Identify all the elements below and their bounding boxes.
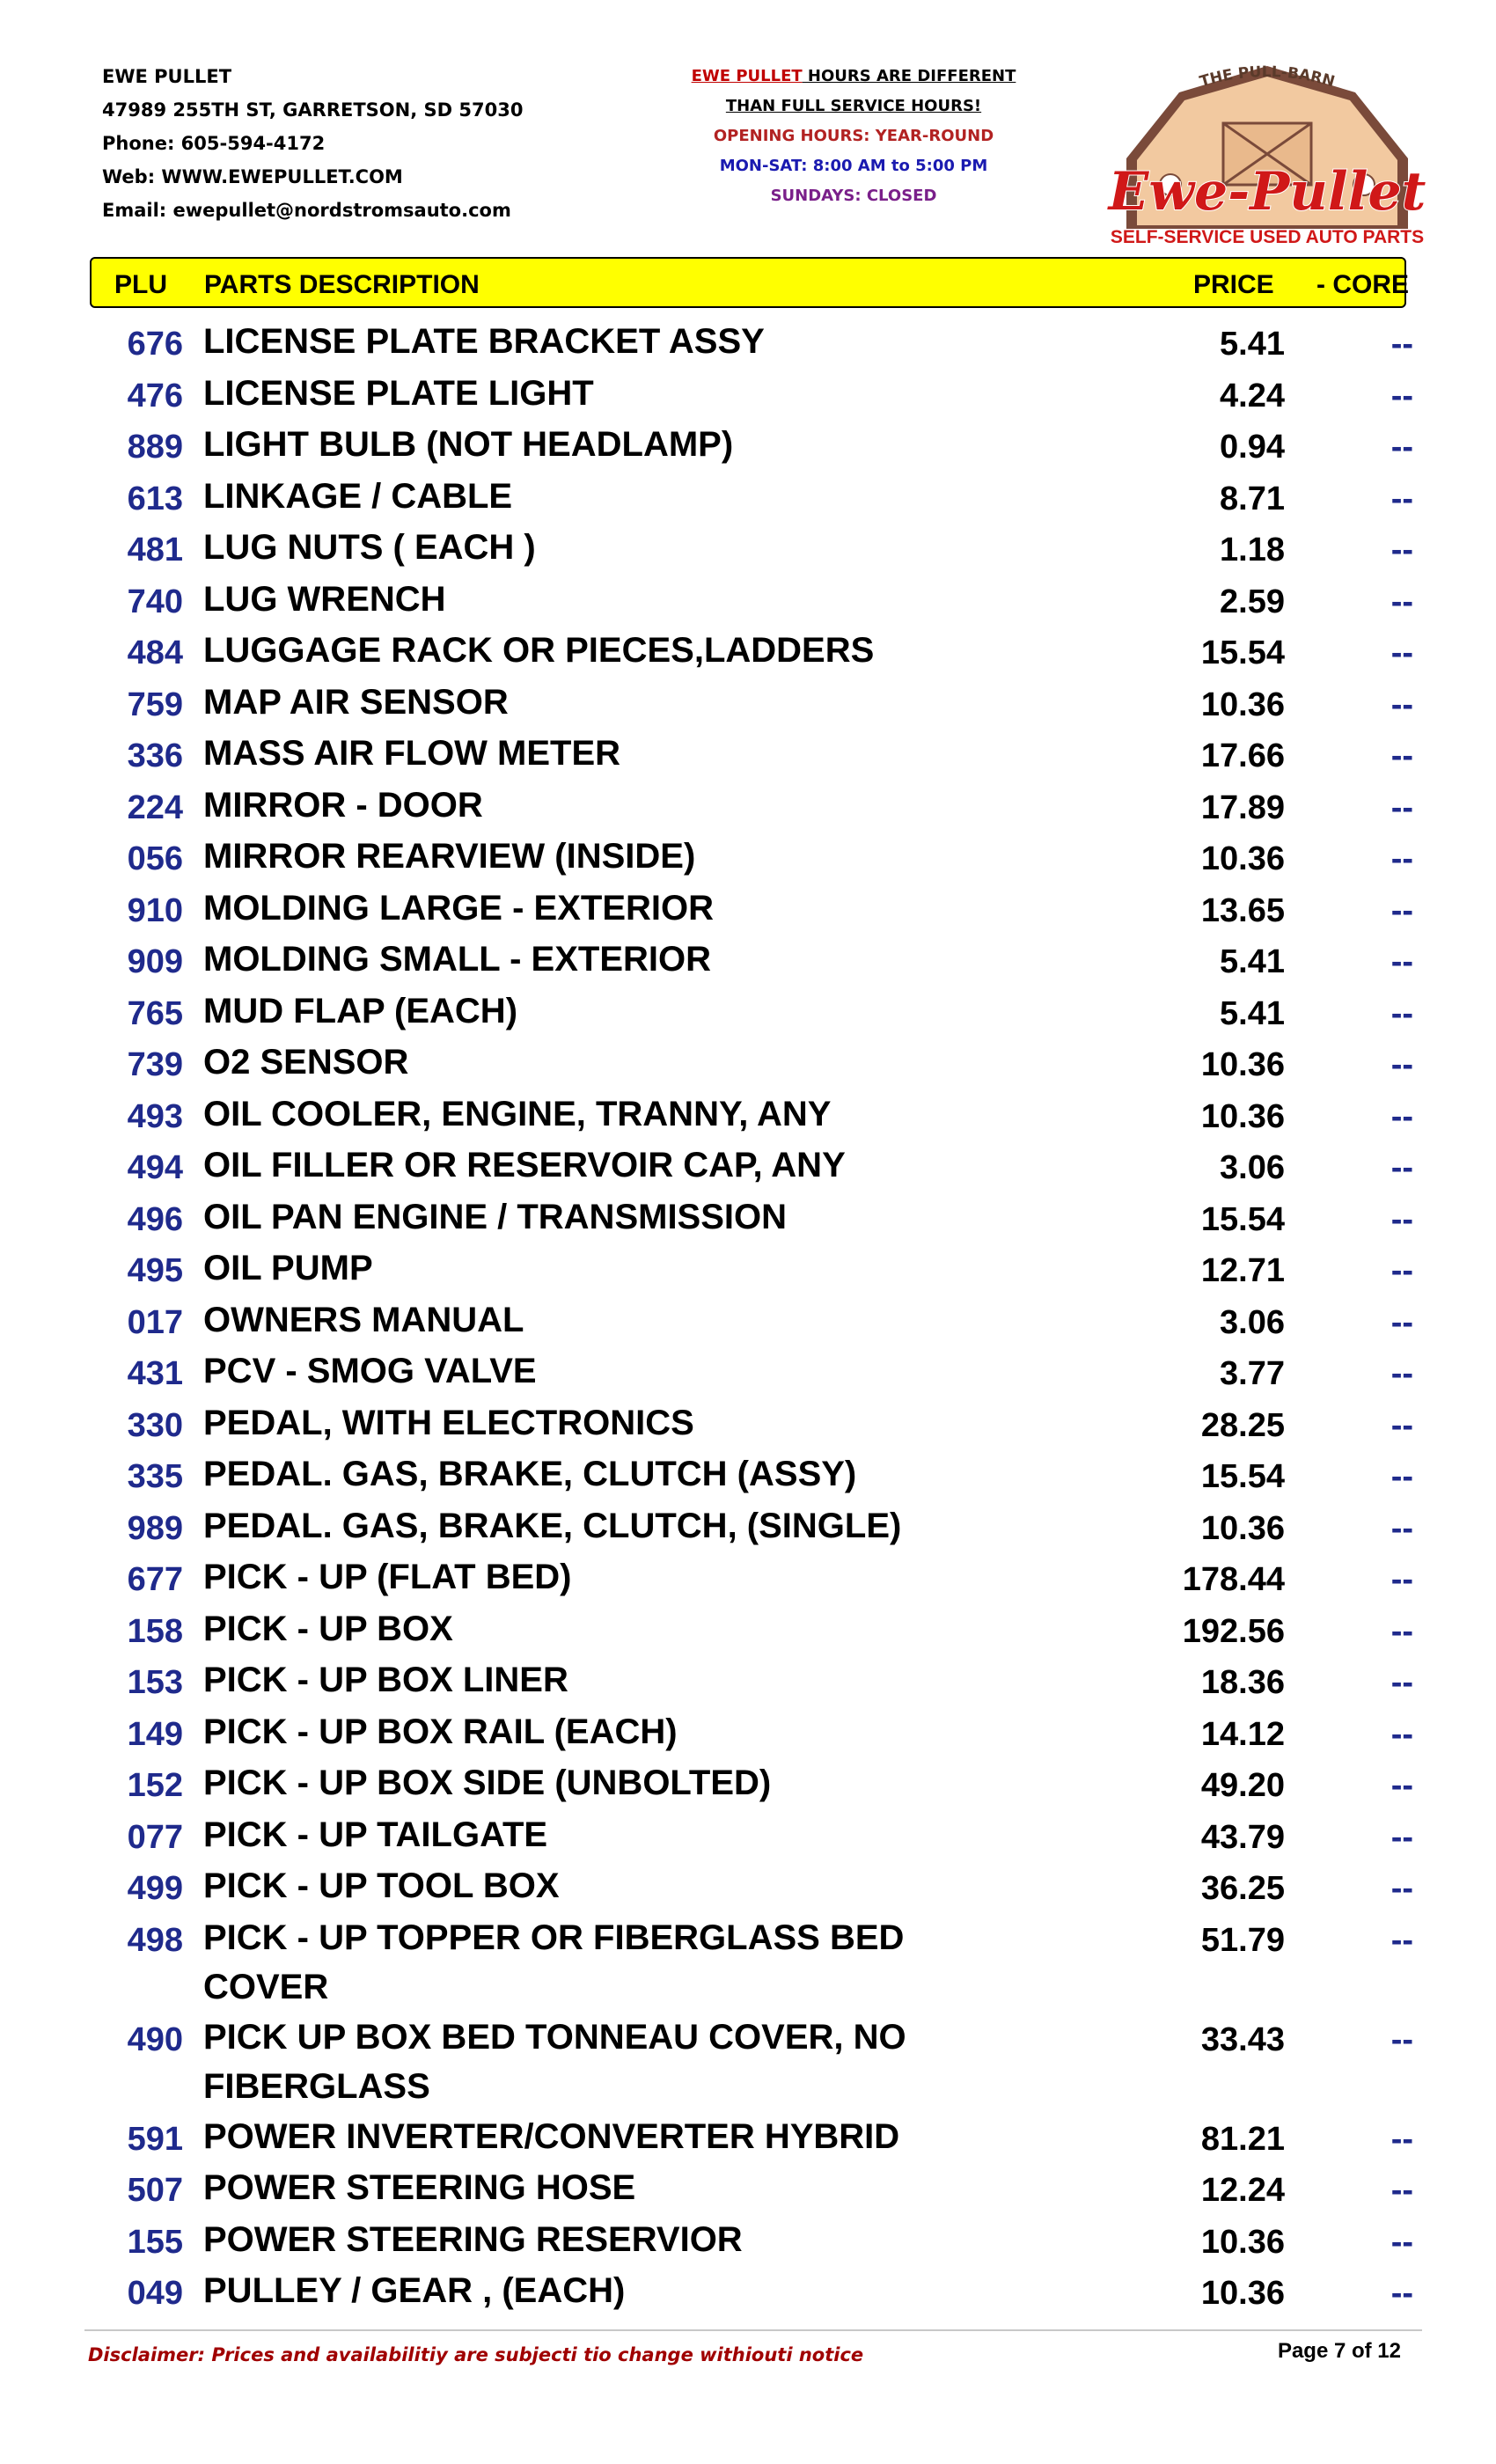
part-plu: 330 <box>127 1406 183 1444</box>
part-plu: 490 <box>127 2020 183 2058</box>
table-row <box>0 1192 1496 1244</box>
table-row <box>0 1243 1496 1295</box>
page-number: Page 7 of 12 <box>1277 2339 1401 2363</box>
part-price: 18.36 <box>1200 1664 1285 1701</box>
table-row <box>0 884 1496 935</box>
part-price: 10.36 <box>1200 1509 1285 1547</box>
part-price: 3.06 <box>1220 1303 1285 1341</box>
part-description: MOLDING LARGE - EXTERIOR <box>203 888 714 928</box>
part-price: 13.65 <box>1200 891 1285 929</box>
table-row <box>0 986 1496 1038</box>
part-plu: 481 <box>127 532 183 568</box>
part-core: -- <box>1390 1818 1413 1856</box>
table-row <box>0 575 1496 627</box>
part-description: PICK UP BOX BED TONNEAU COVER, NO FIBERGLASS <box>203 2017 906 2106</box>
table-row <box>0 1655 1496 1707</box>
part-price: 15.54 <box>1200 634 1285 671</box>
part-description: PICK - UP TAILGATE <box>203 1815 548 1854</box>
part-core: -- <box>1390 2020 1413 2058</box>
footer-disclaimer: Disclaimer: Prices and availabilitiy are subjecti tio change withiouti notice <box>88 2344 864 2365</box>
table-row <box>0 420 1496 472</box>
part-description: PICK - UP BOX <box>203 1609 453 1648</box>
part-plu: 613 <box>127 480 183 517</box>
table-row <box>0 523 1496 575</box>
part-price: 192.56 <box>1182 1612 1285 1650</box>
part-plu: 889 <box>127 429 183 466</box>
column-header-bar <box>90 257 1409 308</box>
part-price: 10.36 <box>1200 1046 1285 1083</box>
part-price: 51.79 <box>1200 1921 1285 1959</box>
parts-table <box>0 317 1496 2318</box>
part-core: -- <box>1390 840 1413 877</box>
part-core: -- <box>1390 737 1413 774</box>
part-description: MIRROR - DOOR <box>203 785 483 825</box>
part-core: -- <box>1390 2275 1413 2312</box>
part-description: PULLEY / GEAR , (EACH) <box>203 2271 626 2310</box>
column-plu: PLU <box>114 270 167 299</box>
part-price: 12.71 <box>1200 1252 1285 1289</box>
table-row <box>0 1295 1496 1347</box>
part-price: 8.71 <box>1220 480 1285 517</box>
part-price: 5.41 <box>1220 994 1285 1032</box>
part-core: -- <box>1390 1767 1413 1804</box>
part-core: -- <box>1390 1200 1413 1238</box>
table-row <box>0 1552 1496 1604</box>
part-description: MASS AIR FLOW METER <box>203 734 621 773</box>
part-description: LUG NUTS ( EACH ) <box>203 528 536 567</box>
part-core: -- <box>1390 1406 1413 1444</box>
part-price: 5.41 <box>1220 943 1285 980</box>
table-row <box>0 678 1496 730</box>
part-core: -- <box>1390 788 1413 826</box>
part-description: PICK - UP TOOL BOX <box>203 1866 560 1905</box>
part-description: POWER STEERING HOSE <box>203 2168 636 2207</box>
company-address: 47989 255TH ST, GARRETSON, SD 57030 <box>102 99 524 121</box>
part-core: -- <box>1390 583 1413 620</box>
part-core: -- <box>1390 1921 1413 1959</box>
part-plu: 155 <box>127 2223 183 2261</box>
part-plu: 591 <box>127 2120 183 2158</box>
part-price: 178.44 <box>1182 1561 1285 1598</box>
table-row <box>0 1038 1496 1089</box>
part-core: -- <box>1390 1561 1413 1598</box>
table-row <box>0 1810 1496 1862</box>
part-description: O2 SENSOR <box>203 1043 409 1082</box>
part-price: 43.79 <box>1200 1818 1285 1856</box>
column-core: - CORE <box>1316 270 1409 299</box>
part-price: 1.18 <box>1220 532 1285 568</box>
part-price: 49.20 <box>1200 1767 1285 1804</box>
page-header <box>0 0 1496 255</box>
table-row <box>0 1398 1496 1450</box>
table-row <box>0 1707 1496 1759</box>
part-plu: 499 <box>127 1870 183 1907</box>
table-row <box>0 1861 1496 1913</box>
part-description: PICK - UP BOX SIDE (UNBOLTED) <box>203 1764 772 1802</box>
company-phone: Phone: 605-594-4172 <box>102 133 326 154</box>
part-description: MIRROR REARVIEW (INSIDE) <box>203 837 696 876</box>
table-row <box>0 2112 1496 2164</box>
part-plu: 017 <box>127 1303 183 1341</box>
part-core: -- <box>1390 1870 1413 1907</box>
company-name: EWE PULLET <box>102 66 232 87</box>
part-description: POWER INVERTER/CONVERTER HYBRID <box>203 2116 900 2156</box>
part-plu: 153 <box>127 1664 183 1701</box>
table-row <box>0 1758 1496 1810</box>
table-row <box>0 2215 1496 2267</box>
part-price: 81.21 <box>1200 2120 1285 2158</box>
part-core: -- <box>1390 1097 1413 1135</box>
part-price: 10.36 <box>1200 840 1285 877</box>
part-description: LICENSE PLATE LIGHT <box>203 373 594 413</box>
part-plu: 476 <box>127 377 183 414</box>
part-core: -- <box>1390 1458 1413 1495</box>
table-row <box>0 1604 1496 1656</box>
part-description: PEDAL. GAS, BRAKE, CLUTCH, (SINGLE) <box>203 1506 902 1545</box>
part-price: 15.54 <box>1200 1200 1285 1238</box>
part-plu: 077 <box>127 1818 183 1856</box>
part-plu: 677 <box>127 1561 183 1598</box>
part-core: -- <box>1390 2223 1413 2261</box>
part-description: PICK - UP BOX LINER <box>203 1661 568 1699</box>
table-row <box>0 317 1496 369</box>
part-core: -- <box>1390 686 1413 723</box>
company-web: Web: WWW.EWEPULLET.COM <box>102 166 403 187</box>
part-description: OIL FILLER OR RESERVOIR CAP, ANY <box>203 1146 846 1184</box>
part-description: OWNERS MANUAL <box>203 1300 524 1339</box>
table-row <box>0 2013 1496 2112</box>
table-row <box>0 1346 1496 1398</box>
part-price: 3.77 <box>1220 1355 1285 1392</box>
part-core: -- <box>1390 1509 1413 1547</box>
table-row <box>0 1501 1496 1553</box>
part-plu: 910 <box>127 891 183 929</box>
hours-brand: EWE PULLET <box>691 67 803 85</box>
part-core: -- <box>1390 943 1413 980</box>
part-plu: 484 <box>127 634 183 671</box>
part-description: LUG WRENCH <box>203 579 446 619</box>
table-row <box>0 626 1496 678</box>
part-description: LUGGAGE RACK OR PIECES,LADDERS <box>203 631 875 670</box>
table-row <box>0 472 1496 524</box>
hours-line-1-rest: HOURS ARE DIFFERENT <box>802 67 1016 85</box>
table-row <box>0 781 1496 832</box>
part-plu: 336 <box>127 737 183 774</box>
part-price: 3.06 <box>1220 1149 1285 1186</box>
part-core: -- <box>1390 1046 1413 1083</box>
column-description: PARTS DESCRIPTION <box>204 270 480 299</box>
hours-line-5: SUNDAYS: CLOSED <box>770 187 937 205</box>
part-description: PICK - UP BOX RAIL (EACH) <box>203 1712 678 1751</box>
part-description: PEDAL, WITH ELECTRONICS <box>203 1403 694 1442</box>
part-plu: 224 <box>127 788 183 826</box>
part-plu: 765 <box>127 994 183 1032</box>
part-price: 28.25 <box>1200 1406 1285 1444</box>
part-core: -- <box>1390 532 1413 568</box>
part-plu: 494 <box>127 1149 183 1186</box>
part-description: MOLDING SMALL - EXTERIOR <box>203 940 712 979</box>
part-core: -- <box>1390 1612 1413 1650</box>
ewe-pullet-logo <box>1091 53 1443 251</box>
part-description: MAP AIR SENSOR <box>203 682 509 722</box>
part-core: -- <box>1390 2120 1413 2158</box>
part-plu: 056 <box>127 840 183 877</box>
table-row <box>0 832 1496 884</box>
part-price: 10.36 <box>1200 1097 1285 1135</box>
part-description: OIL PAN ENGINE / TRANSMISSION <box>203 1197 788 1236</box>
part-plu: 498 <box>127 1921 183 1959</box>
part-plu: 676 <box>127 326 183 363</box>
part-description: OIL COOLER, ENGINE, TRANNY, ANY <box>203 1094 832 1133</box>
part-price: 17.66 <box>1200 737 1285 774</box>
hours-line-1 <box>651 62 1056 92</box>
part-description: PICK - UP TOPPER OR FIBERGLASS BED COVER <box>203 1918 905 2006</box>
part-core: -- <box>1390 1303 1413 1341</box>
part-price: 4.24 <box>1220 377 1285 414</box>
contact-block <box>102 60 523 227</box>
hours-notice <box>651 62 1056 211</box>
part-core: -- <box>1390 1664 1413 1701</box>
part-price: 33.43 <box>1200 2020 1285 2058</box>
part-description: PICK - UP (FLAT BED) <box>203 1558 572 1596</box>
part-core: -- <box>1390 1149 1413 1186</box>
part-plu: 495 <box>127 1252 183 1289</box>
part-price: 14.12 <box>1200 1715 1285 1753</box>
part-plu: 739 <box>127 1046 183 1083</box>
part-core: -- <box>1390 1355 1413 1392</box>
table-row <box>0 2266 1496 2318</box>
part-plu: 049 <box>127 2275 183 2312</box>
part-price: 12.24 <box>1200 2172 1285 2209</box>
part-price: 36.25 <box>1200 1870 1285 1907</box>
hours-line-2: THAN FULL SERVICE HOURS! <box>725 97 982 115</box>
part-plu: 149 <box>127 1715 183 1753</box>
part-plu: 152 <box>127 1767 183 1804</box>
table-row <box>0 1449 1496 1501</box>
part-plu: 158 <box>127 1612 183 1650</box>
part-price: 10.36 <box>1200 686 1285 723</box>
part-plu: 496 <box>127 1200 183 1238</box>
table-row <box>0 2163 1496 2215</box>
part-core: -- <box>1390 429 1413 466</box>
part-price: 15.54 <box>1200 1458 1285 1495</box>
part-price: 2.59 <box>1220 583 1285 620</box>
logo-tagline: SELF-SERVICE USED AUTO PARTS <box>1110 227 1425 247</box>
logo-wordmark: Ewe-Pullet <box>1108 161 1426 223</box>
part-core: -- <box>1390 480 1413 517</box>
part-price: 5.41 <box>1220 326 1285 363</box>
table-row <box>0 369 1496 421</box>
part-plu: 909 <box>127 943 183 980</box>
part-price: 10.36 <box>1200 2223 1285 2261</box>
column-price: PRICE <box>1193 270 1274 299</box>
part-description: PEDAL. GAS, BRAKE, CLUTCH (ASSY) <box>203 1455 857 1493</box>
part-core: -- <box>1390 326 1413 363</box>
part-description: LINKAGE / CABLE <box>203 476 513 516</box>
part-plu: 989 <box>127 1509 183 1547</box>
part-description: LICENSE PLATE BRACKET ASSY <box>203 322 765 361</box>
hours-line-4: MON-SAT: 8:00 AM to 5:00 PM <box>719 157 988 175</box>
table-row <box>0 935 1496 986</box>
part-core: -- <box>1390 994 1413 1032</box>
part-description: PCV - SMOG VALVE <box>203 1352 537 1390</box>
table-row <box>0 1140 1496 1192</box>
part-plu: 740 <box>127 583 183 620</box>
part-plu: 431 <box>127 1355 183 1392</box>
part-plu: 335 <box>127 1458 183 1495</box>
part-description: OIL PUMP <box>203 1249 373 1287</box>
part-core: -- <box>1390 1715 1413 1753</box>
part-plu: 759 <box>127 686 183 723</box>
part-price: 17.89 <box>1200 788 1285 826</box>
part-description: POWER STEERING RESERVIOR <box>203 2219 743 2259</box>
table-row <box>0 1913 1496 2013</box>
part-plu: 493 <box>127 1097 183 1135</box>
table-row <box>0 1089 1496 1141</box>
part-description: LIGHT BULB (NOT HEADLAMP) <box>203 425 734 464</box>
hours-line-3: OPENING HOURS: YEAR-ROUND <box>713 127 994 145</box>
part-price: 0.94 <box>1220 429 1285 466</box>
part-price: 10.36 <box>1200 2275 1285 2312</box>
part-core: -- <box>1390 1252 1413 1289</box>
part-description: MUD FLAP (EACH) <box>203 991 518 1030</box>
part-plu: 507 <box>127 2172 183 2209</box>
part-core: -- <box>1390 2172 1413 2209</box>
part-core: -- <box>1390 891 1413 929</box>
part-core: -- <box>1390 377 1413 414</box>
company-email: Email: ewepullet@nordstromsauto.com <box>102 200 511 221</box>
footer-divider <box>84 2329 1422 2331</box>
logo-arc-text: THE PULL-BARN <box>1198 62 1337 92</box>
part-core: -- <box>1390 634 1413 671</box>
table-row <box>0 729 1496 781</box>
